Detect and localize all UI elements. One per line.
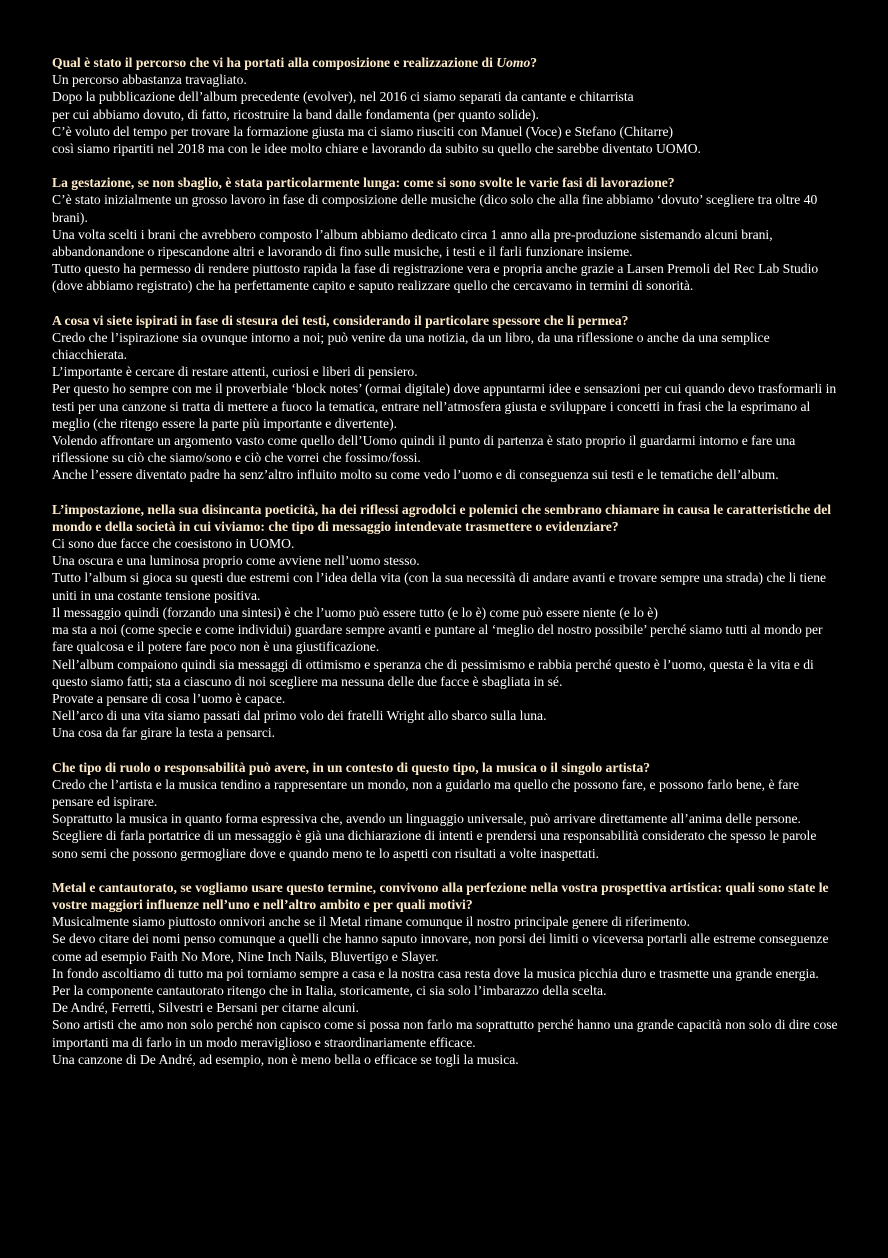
- answer-line: Scegliere di farla portatrice di un messaggio è già una dichiarazione di intenti e prendersi una responsabilità considerato che spesso le parole sono semi che possono germogliare dove e quando meno te lo aspetti con risultati a volte inaspettati.: [52, 828, 817, 861]
- question-heading: A cosa vi siete ispirati in fase di stesura dei testi, considerando il particolare spessore che li permea?: [52, 312, 629, 328]
- answer-line: Una volta scelti i brani che avrebbero composto l’album abbiamo dedicato circa 1 anno alla pre-produzione sistemando alcuni brani, abbandonandone o ripescandone altri e lavorando di fino sulle musiche, i testi e il farli funzionare insieme.: [52, 226, 773, 260]
- answer-line: Anche l’essere diventato padre ha senz’altro influito molto su come vedo l’uomo e di conseguenza sui testi e le tematiche dell’album.: [52, 467, 779, 483]
- answer-line: Nell’album compaiono quindi sia messaggi di ottimismo e speranza che di pessimismo e rabbia perché questo è l’uomo, questa è la vita e di questo siamo fatti; sta a ciascuno di noi scegliere ma nessuna delle due facce è sbagliata in sé.: [52, 656, 814, 689]
- answer-line: L’importante è cercare di restare attenti, curiosi e liberi di pensiero.: [52, 364, 418, 380]
- question-heading: La gestazione, se non sbaglio, è stata particolarmente lunga: come si sono svolte le varie fasi di lavorazione?: [52, 175, 675, 191]
- answer-line: Una cosa da far girare la testa a pensarci.: [52, 725, 276, 741]
- answer-line: Per questo ho sempre con me il proverbiale ‘block notes’ (ormai digitale) dove appuntarmi idee e sensazioni per cui quando devo trasformarli in testi per una canzone si tratta di mettere a fuoco la tematica, entrare nell’atmosfera giusta e sviluppare i concetti in frasi che la esprimano al meglio (che ritengo essere la parte più importante e divertente).: [52, 381, 837, 431]
- question-heading: Che tipo di ruolo o responsabilità può avere, in un contesto di questo tipo, la musica o il singolo artista?: [52, 759, 651, 775]
- answer-line: Sono artisti che amo non solo perché non capisco come si possa non farlo ma soprattutto perché hanno una grande capacità non solo di dire cose importanti ma di farlo in un modo meraviglioso e straordinariamente efficace.: [52, 1017, 838, 1050]
- answer-line: De André, Ferretti, Silvestri e Bersani per citarne alcuni.: [52, 1000, 359, 1016]
- answer-line: Tutto l’album si gioca su questi due estremi con l’idea della vita (con la sua necessità di andare avanti e trovare sempre una strada) che li tiene uniti in una costante tensione positiva.: [52, 570, 827, 603]
- answer-line: Un percorso abbastanza travagliato.: [52, 72, 247, 88]
- question-heading: Qual è stato il percorso che vi ha portati alla composizione e realizzazione di Uomo?: [52, 55, 538, 70]
- qa-section-6: [52, 879, 842, 1068]
- answer-line: Per la componente cantautorato ritengo che in Italia, storicamente, ci sia solo l’imbarazzo della scelta.: [52, 982, 607, 998]
- answer-line: Credo che l’artista e la musica tendino a rappresentare un mondo, non a guidarlo ma quello che possono fare, e possono farlo bene, è fare pensare ed ispirare.: [52, 776, 800, 809]
- answer-line: C’è stato inizialmente un grosso lavoro in fase di composizione delle musiche (dico solo che alla fine abbiamo ‘dovuto’ scegliere tra oltre 40 brani).: [52, 192, 818, 225]
- answer-line: Dopo la pubblicazione dell’album precedente (evolver), nel 2016 ci siamo separati da cantante e chitarrista: [52, 89, 634, 105]
- question-heading: L’impostazione, nella sua disincanta poeticità, ha dei riflessi agrodolci e polemici che sembrano chiamare in causa le caratteristiche del mondo e della società in cui viviamo: che tipo di messaggio intendevate trasmettere o evidenziare?: [52, 501, 832, 534]
- answer-line: Ci sono due facce che coesistono in UOMO.: [52, 536, 295, 552]
- interview-document: [52, 54, 842, 1085]
- answer-line: Tutto questo ha permesso di rendere piuttosto rapida la fase di registrazione vera e propria anche grazie a Larsen Premoli del Rec Lab Studio (dove abbiamo registrato) che ha perfettamente capito e saputo realizzare quello che cercavamo in termini di sonorità.: [52, 261, 819, 294]
- qa-section-1: [52, 54, 842, 157]
- answer-line: Provate a pensare di cosa l’uomo è capace.: [52, 690, 286, 706]
- qa-section-5: [52, 759, 842, 862]
- answer-line: C’è voluto del tempo per trovare la formazione giusta ma ci siamo riusciti con Manuel (Voce) e Stefano (Chitarre): [52, 123, 674, 139]
- qa-section-2: [52, 174, 842, 294]
- question-heading: Metal e cantautorato, se vogliamo usare questo termine, convivono alla perfezione nella vostra prospettiva artistica: quali sono state le vostre maggiori influenze nell’uno e nell’altro ambito e per quali motivi?: [52, 879, 829, 912]
- answer-line: Una canzone di De André, ad esempio, non è meno bella o efficace se togli la musica.: [52, 1051, 519, 1067]
- answer-line: Nell’arco di una vita siamo passati dal primo volo dei fratelli Wright allo sbarco sulla luna.: [52, 708, 547, 724]
- answer-line: per cui abbiamo dovuto, di fatto, ricostruire la band dalle fondamenta (per quanto solide).: [52, 106, 539, 122]
- answer-line: Il messaggio quindi (forzando una sintesi) è che l’uomo può essere tutto (e lo è) come può essere niente (e lo è): [52, 604, 658, 620]
- qa-section-3: [52, 312, 842, 484]
- answer-line: Soprattutto la musica in quanto forma espressiva che, avendo un linguaggio universale, può arrivare direttamente all’anima delle persone.: [52, 811, 801, 827]
- answer-line: In fondo ascoltiamo di tutto ma poi torniamo sempre a casa e la nostra casa resta dove la musica picchia duro e trasmette una grande energia.: [52, 965, 819, 981]
- answer-line: così siamo ripartiti nel 2018 ma con le idee molto chiare e lavorando da subito su quello che sarebbe diventato UOMO.: [52, 141, 701, 157]
- answer-line: Volendo affrontare un argomento vasto come quello dell’Uomo quindi il punto di partenza è stato proprio il guardarmi intorno e fare una riflessione su ciò che siamo/sono e ciò che vorrei che fossimo/fossi.: [52, 433, 796, 466]
- qa-section-4: [52, 501, 842, 742]
- answer-line: ma sta a noi (come specie e come individui) guardare sempre avanti e puntare al ‘meglio del nostro possibile’ perché siamo tutti al mondo per fare qualcosa e il potere fare poco non è una giustificazione.: [52, 622, 823, 655]
- answer-line: Musicalmente siamo piuttosto onnivori anche se il Metal rimane comunque il nostro principale genere di riferimento.: [52, 914, 690, 930]
- answer-line: Una oscura e una luminosa proprio come avviene nell’uomo stesso.: [52, 553, 420, 569]
- album-title: Uomo: [496, 55, 531, 70]
- answer-line: Se devo citare dei nomi penso comunque a quelli che hanno saputo innovare, non porsi dei limiti o viceversa portarli alle estreme conseguenze come ad esempio Faith No More, Nine Inch Nails, Bluvertigo e Slayer.: [52, 931, 829, 964]
- answer-line: Credo che l’ispirazione sia ovunque intorno a noi; può venire da una notizia, da un libro, da una riflessione o anche da una semplice chiacchierata.: [52, 329, 770, 363]
